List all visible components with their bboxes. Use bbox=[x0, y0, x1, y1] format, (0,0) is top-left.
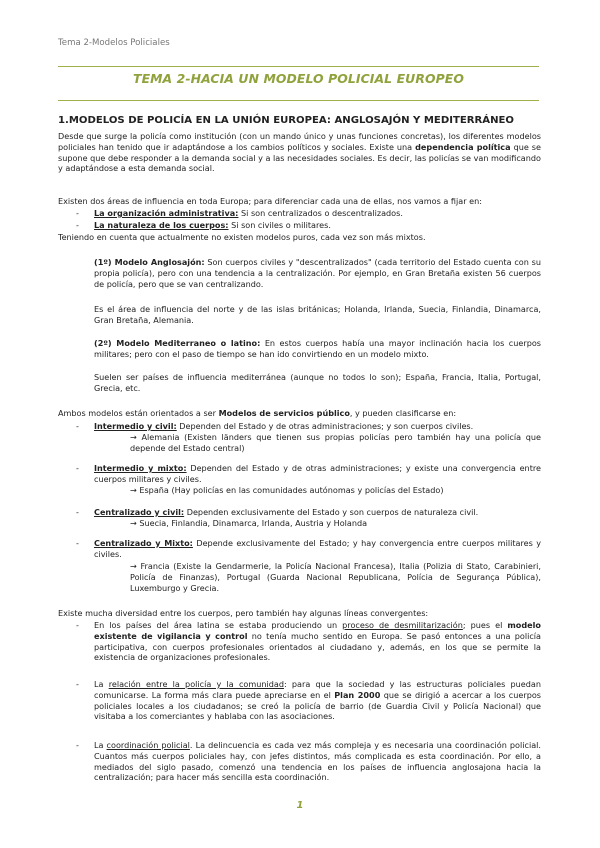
intro-text-a: Desde que surge la policía como institución (con un mando único y unas funciones concretas), los diferentes modelos policiales han tenido que ir adaptándose a los cambios políticos y sociales. Existe una bbox=[58, 131, 541, 152]
class-label: Intermedio y mixto: bbox=[94, 463, 187, 473]
medit-text: En estos cuerpos había una mayor inclinación hacia los cuerpos militares; pero con el paso de tiempo se han ido convirtiendo en un modelo mixto. bbox=[94, 338, 542, 359]
title-rule-bottom bbox=[58, 100, 539, 101]
intro-text-c: que se supone que debe responder a la demanda social y a las necesidades sociales. Es decir, las policías se van modificando y adaptándose a esta demanda social. bbox=[58, 141, 541, 174]
bullet-dash: - bbox=[76, 740, 79, 750]
medit-area: Suelen ser países de influencia mediterránea (aunque no todos lo son); España, Francia, Italia, Portugal, Grecia, etc. bbox=[94, 372, 541, 393]
anglo-area: Es el área de influencia del norte y de las islas británicas; Holanda, Irlanda, Suecia, Finlandia, Dinamarca, Gran Bretaña, Alemania. bbox=[94, 304, 541, 325]
page-number: 1 bbox=[296, 800, 304, 811]
bullet-dash: - bbox=[76, 620, 79, 630]
class-example: → Francia (Existe la Gendarmerie, la Policía Nacional Francesa), Italia (Polizia di Stato, Carabinieri, Policía de Finanzas), Portugal (Guarda Nacional Republicana, Polícia de Segurança Pública), Luxemburgo y Grecia. bbox=[130, 561, 541, 593]
line-text: que se dirigió a acercar a los cuerpos policiales locales a los ciudadanos; se creó la policía de barrio (de Guardia Civil y Policía Nacional) que visitaba a los comerciantes y hablaba con las asociaciones. bbox=[94, 689, 541, 722]
criterion-label: La organización administrativa: bbox=[94, 208, 239, 218]
anglo-label: (1º) Modelo Anglosajón: bbox=[94, 257, 205, 267]
intro-paragraph bbox=[58, 131, 541, 174]
criterion-label: La naturaleza de los cuerpos: bbox=[94, 220, 229, 230]
line-underline: proceso de desmilitarización bbox=[342, 620, 463, 630]
bullet-dash: - bbox=[76, 507, 79, 517]
class-text: Dependen exclusivamente del Estado y son cuerpos de naturaleza civil. bbox=[184, 507, 479, 517]
convergence-item bbox=[94, 740, 541, 783]
bullet-dash: - bbox=[76, 463, 79, 473]
anglo-paragraph bbox=[94, 257, 541, 289]
class-item bbox=[94, 421, 541, 432]
convergence-item bbox=[94, 679, 541, 722]
class-label: Centralizado y Mixto: bbox=[94, 538, 193, 548]
services-bold: Modelos de servicios público bbox=[218, 408, 350, 418]
class-label: Centralizado y civil: bbox=[94, 507, 185, 517]
class-text: Depende exclusivamente del Estado; y hay convergencia entre cuerpos militares y civiles. bbox=[94, 538, 542, 559]
services-text-a: Ambos modelos están orientados a ser bbox=[58, 408, 219, 418]
class-text: Dependen del Estado y de otras administraciones; y son cuerpos civiles. bbox=[176, 421, 474, 431]
line-text: ; pues el bbox=[462, 620, 508, 630]
criterion-item bbox=[94, 220, 331, 231]
class-example: → Alemania (Existen länders que tienen sus propias policías pero también hay una policía que depende del Estado central) bbox=[130, 432, 541, 453]
line-underline: relación entre la policía y la comunidad bbox=[108, 679, 284, 689]
bullet-dash: - bbox=[76, 538, 79, 548]
line-text: no tenía mucho sentido en Europa. Se pasó entonces a una policía participativa, con cuerpos profesionales orientados al ciudadano y, además, en los que se permite la existencia de organizaciones profesionales. bbox=[94, 630, 542, 663]
line-text: : para que la sociedad y las estructuras policiales puedan comunicarse. La forma más clara puede apreciarse en el bbox=[94, 679, 541, 700]
convergence-item bbox=[94, 620, 541, 663]
line-bold: Plan 2000 bbox=[334, 689, 381, 700]
class-label: Intermedio y civil: bbox=[94, 421, 177, 431]
bullet-dash: - bbox=[76, 208, 79, 218]
class-example: → Suecia, Finlandia, Dinamarca, Irlanda, Austria y Holanda bbox=[130, 518, 368, 528]
line-bold: modelo existente de vigilancia y control bbox=[94, 620, 541, 641]
page-title: TEMA 2-HACIA UN MODELO POLICIAL EUROPEO bbox=[133, 71, 464, 86]
criterion-item bbox=[94, 208, 403, 219]
bullet-dash: - bbox=[76, 679, 79, 689]
diversity-intro: Existe mucha diversidad entre los cuerpos, pero también hay algunas líneas convergentes: bbox=[58, 608, 429, 618]
class-item bbox=[94, 463, 541, 485]
criterion-text: Si son civiles o militares. bbox=[228, 220, 331, 230]
line-underline: coordinación policial bbox=[106, 740, 190, 750]
class-text: Dependen del Estado y de otras administraciones; y existe una convergencia entre cuerpos militares y civiles. bbox=[94, 463, 541, 484]
no-pure-models: Teniendo en cuenta que actualmente no existen modelos puros, cada vez son más mixtos. bbox=[58, 232, 426, 242]
title-rule-top bbox=[58, 66, 539, 67]
intro-bold: dependencia política bbox=[415, 141, 511, 152]
services-intro bbox=[58, 408, 541, 419]
section-heading: 1.MODELOS DE POLICÍA EN LA UNIÓN EUROPEA: ANGLOSAJÓN Y MEDITERRÁNEO bbox=[58, 115, 515, 126]
class-item bbox=[94, 507, 541, 518]
class-item bbox=[94, 538, 541, 560]
services-text-c: , y pueden clasificarse en: bbox=[349, 408, 457, 418]
areas-intro: Existen dos áreas de influencia en toda Europa; para diferenciar cada una de ellas, nos vamos a fijar en: bbox=[58, 196, 482, 206]
bullet-dash: - bbox=[76, 220, 79, 230]
criterion-text: Si son centralizados o descentralizados. bbox=[238, 208, 403, 218]
line-text: En los países del área latina se estaba produciendo un bbox=[94, 620, 343, 630]
bullet-dash: - bbox=[76, 421, 79, 431]
anglo-text: Son cuerpos civiles y "descentralizados" (cada territorio del Estado cuenta con su propia policía), pero con una tendencia a la centralización. Por ejemplo, en Gran Bretaña existen 56 cuerpos de policía, pero que se van centralizando. bbox=[94, 257, 541, 289]
medit-paragraph bbox=[94, 338, 541, 360]
medit-label: (2º) Modelo Mediterraneo o latino: bbox=[94, 338, 261, 348]
class-example: → España (Hay policías en las comunidades autónomas y policías del Estado) bbox=[130, 485, 444, 495]
line-text: La bbox=[94, 740, 107, 750]
line-text: La bbox=[94, 679, 109, 689]
line-text: . La delincuencia es cada vez más compleja y es necesaria una coordinación policial. Cuantos más cuerpos policiales hay, con jefes distintos, más complicada es esta coordinación. Por ello, a mediados del siglo pasado, comenzó una tendencia en los países de influencia anglosajona hacia la centralización; para hacer más sencilla esta coordinación. bbox=[94, 740, 541, 783]
running-header: Tema 2-Modelos Policiales bbox=[58, 38, 170, 48]
